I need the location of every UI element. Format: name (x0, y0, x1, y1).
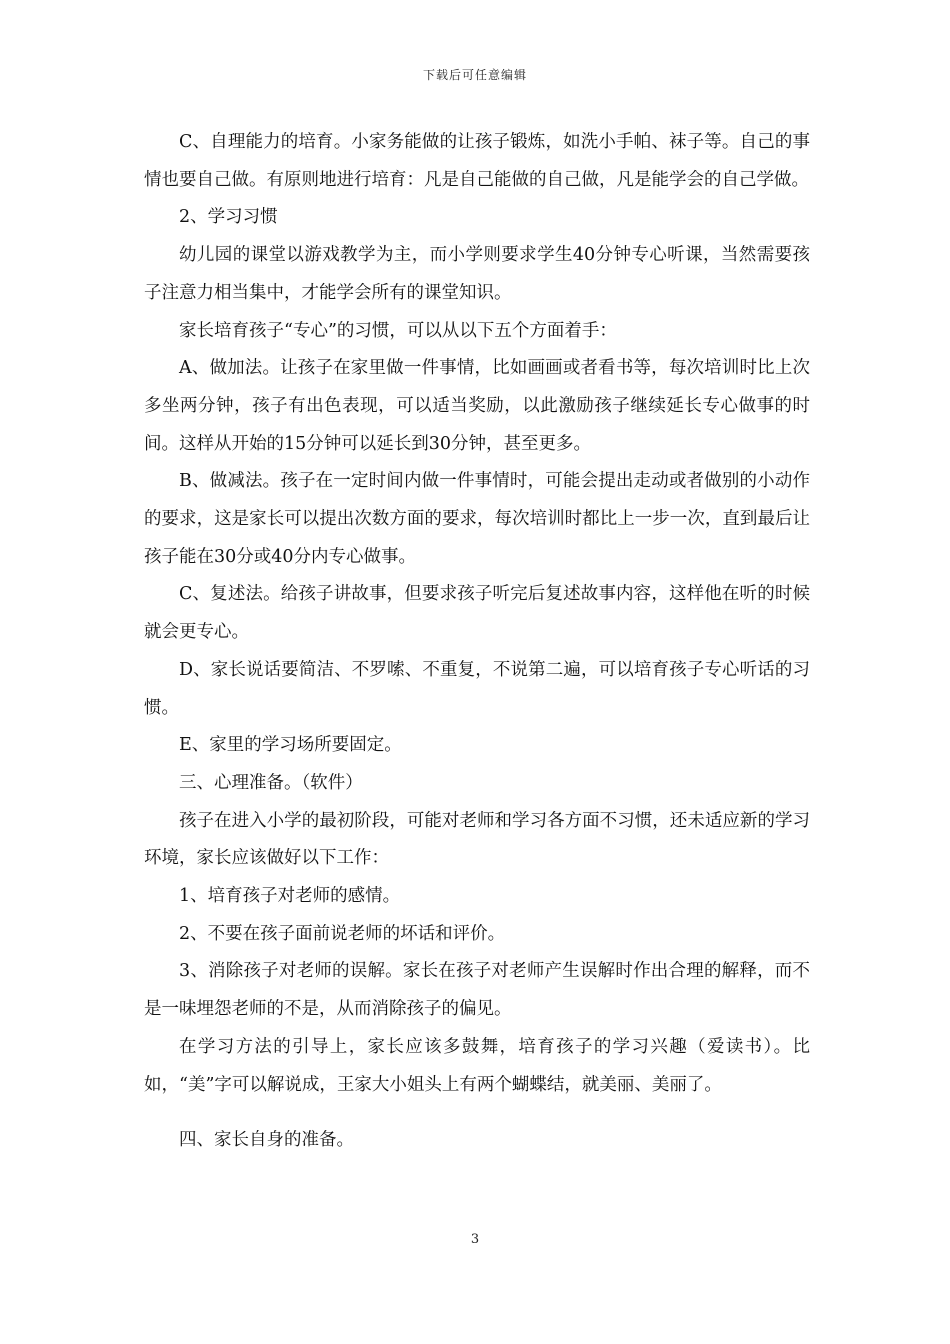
heading-study-habits: 2、学习习惯 (179, 207, 278, 228)
list-item-misunderstanding: 3、消除孩子对老师的误解。家长在孩子对老师产生误解时作出合理的解释，而不是一味埋怨老师的不是，从而消除孩子的偏见。 (144, 961, 810, 1020)
paragraph-subtraction-method: B、做减法。孩子在一定时间内做一件事情时，可能会提出走动或者做别的小动作的要求，这是家长可以提出次数方面的要求，每次培训时都比上一步一次，直到最后让孩子能在30分或40分内专心做事。 (144, 471, 810, 567)
document-body (144, 124, 810, 1160)
list-item-teacher-affection: 1、培育孩子对老师的感情。 (179, 886, 401, 907)
paragraph-classroom: 幼儿园的课堂以游戏教学为主，而小学则要求学生40分钟专心听课，当然需要孩子注意力相当集中，才能学会所有的课堂知识。 (144, 245, 810, 303)
list-item-no-bad-talk: 2、不要在孩子面前说老师的坏话和评价。 (179, 923, 506, 944)
paragraph-adapting: 孩子在进入小学的最初阶段，可能对老师和学习各方面不习惯，还未适应新的学习环境，家长应该做好以下工作： (144, 810, 810, 869)
page-number: 3 (470, 1232, 480, 1247)
paragraph-concise-speech: D、家长说话要简洁、不罗嗦、不重复，不说第二遍，可以培育孩子专心听话的习惯。 (144, 659, 810, 718)
paragraph-fixed-study-place: E、家里的学习场所要固定。 (179, 735, 402, 756)
heading-psychological-prep: 三、心理准备。（软件） (179, 772, 363, 793)
paragraph-self-care: C、自理能力的培育。小家务能做的让孩子锻炼，如洗小手帕、袜子等。自己的事情也要自己做。有原则地进行培育：凡是自己能做的自己做，凡是能学会的自己学做。 (144, 132, 810, 190)
page-header: 下载后可任意编辑 (422, 68, 527, 82)
paragraph-retelling-method: C、复述法。给孩子讲故事，但要求孩子听完后复述故事内容，这样他在听的时候就会更专心。 (144, 584, 810, 643)
heading-parent-prep: 四、家长自身的准备。 (179, 1130, 354, 1151)
paragraph-addition-method: A、做加法。让孩子在家里做一件事情，比如画画或者看书等，每次培训时比上次多坐两分钟，孩子有出色表现，可以适当奖励，以此激励孩子继续延长专心做事的时间。这样从开始的15分钟可以延长到30分钟，甚至更多。 (144, 358, 810, 454)
paragraph-focus-intro: 家长培育孩子“专心”的习惯，可以从以下五个方面着手： (179, 320, 617, 341)
paragraph-study-methods: 在学习方法的引导上，家长应该多鼓舞，培育孩子的学习兴趣（爱读书）。比如，“美”字可以解说成，王家大小姐头上有两个蝴蝶结，就美丽、美丽了。 (144, 1036, 810, 1095)
